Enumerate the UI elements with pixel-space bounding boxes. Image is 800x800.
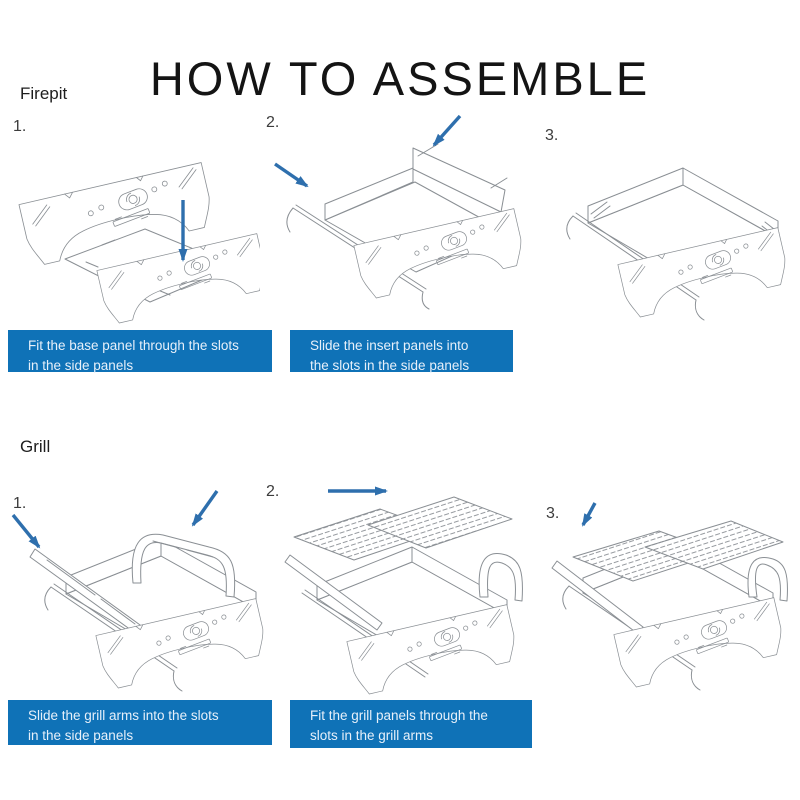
firepit-step-3-number: 3. bbox=[545, 127, 559, 144]
caption-text: Fit the grill panels through the bbox=[310, 708, 488, 723]
caption-text: the slots in the side panels bbox=[310, 357, 470, 373]
figure-firepit-step-3 bbox=[533, 130, 790, 327]
caption-firepit-step-1 bbox=[8, 330, 272, 372]
grill-step-2-number: 2. bbox=[266, 483, 280, 500]
section-label-grill: Grill bbox=[20, 437, 51, 456]
grill-step-3-number: 3. bbox=[546, 505, 560, 522]
section-label-firepit: Firepit bbox=[20, 84, 68, 103]
direction-arrow-icon bbox=[13, 515, 39, 547]
grill-step-1-number: 1. bbox=[13, 495, 27, 512]
figure-firepit-step-1 bbox=[10, 144, 260, 328]
caption-text: in the side panels bbox=[28, 727, 134, 743]
page-title: HOW TO ASSEMBLE bbox=[149, 52, 651, 106]
direction-arrow-icon bbox=[434, 116, 460, 145]
direction-arrow-icon bbox=[583, 503, 595, 525]
figure-grill-step-1 bbox=[5, 487, 268, 695]
grill-arm-right bbox=[479, 554, 522, 601]
firepit-step-2-number: 2. bbox=[266, 114, 280, 131]
direction-arrow-icon bbox=[275, 164, 307, 186]
firepit-step-1-number: 1. bbox=[13, 118, 27, 135]
figure-grill-step-2 bbox=[262, 477, 540, 699]
caption-text: in the side panels bbox=[28, 357, 134, 373]
figure-grill-step-3 bbox=[533, 497, 793, 700]
caption-grill-step-1 bbox=[8, 700, 272, 745]
caption-text: Fit the base panel through the slots bbox=[28, 338, 239, 353]
caption-text: Slide the insert panels into bbox=[310, 338, 469, 353]
caption-grill-step-2 bbox=[290, 700, 532, 748]
caption-text: Slide the grill arms into the slots bbox=[28, 708, 219, 723]
caption-text: slots in the grill arms bbox=[310, 727, 434, 743]
direction-arrow-icon bbox=[193, 491, 217, 525]
figure-firepit-step-2 bbox=[263, 112, 540, 325]
caption-firepit-step-2 bbox=[290, 330, 513, 372]
